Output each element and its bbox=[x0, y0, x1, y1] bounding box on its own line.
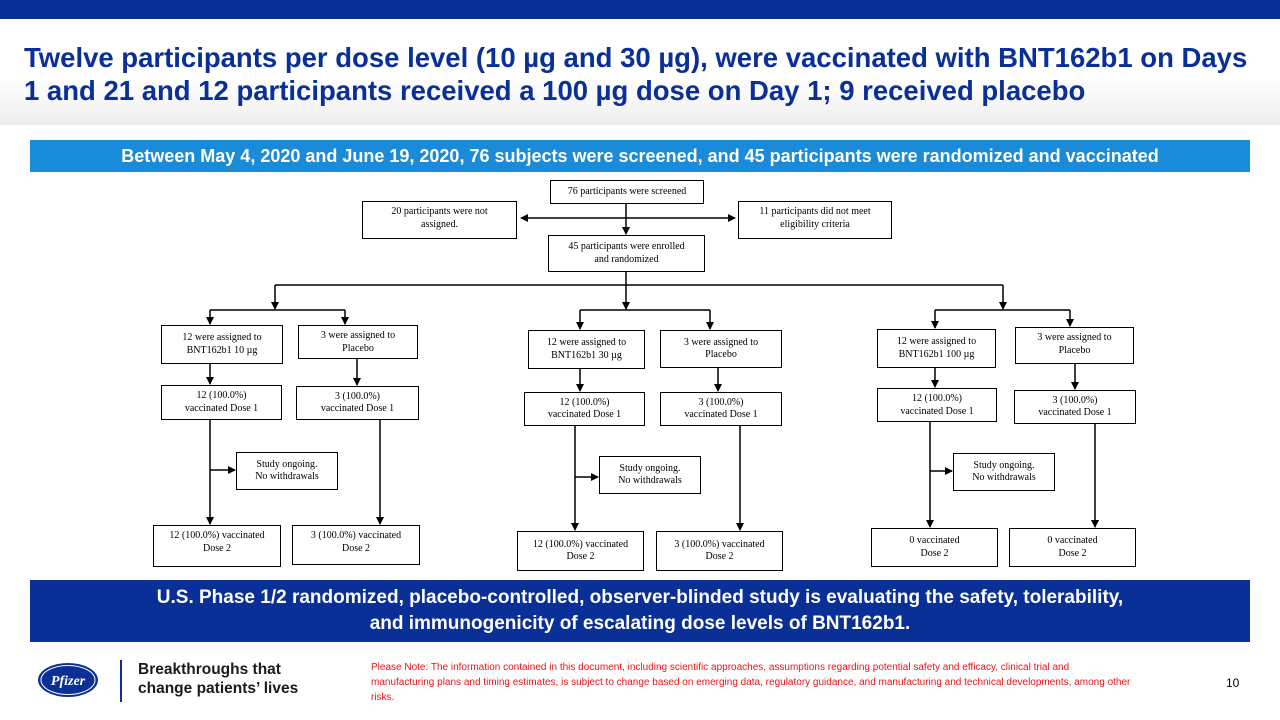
page-number: 10 bbox=[1226, 676, 1240, 690]
pfizer-logo bbox=[36, 660, 100, 700]
box-g1-status: Study ongoing. No withdrawals bbox=[236, 452, 338, 490]
box-g1-active-assigned: 12 were assigned to BNT162b1 10 µg bbox=[161, 325, 283, 364]
box-g3-placebo-assigned: 3 were assigned to Placebo bbox=[1015, 327, 1134, 364]
footer-divider bbox=[120, 660, 122, 702]
subtitle-bar: Between May 4, 2020 and June 19, 2020, 76 subjects were screened, and 45 participants were randomized and vaccinated bbox=[30, 140, 1250, 172]
svg-text:Pfizer: Pfizer bbox=[50, 674, 86, 689]
box-g1-active-dose1: 12 (100.0%) vaccinated Dose 1 bbox=[161, 385, 282, 420]
box-g2-active-dose2: 12 (100.0%) vaccinated Dose 2 bbox=[517, 531, 644, 571]
box-g1-placebo-assigned: 3 were assigned to Placebo bbox=[298, 325, 418, 359]
box-g2-active-assigned: 12 were assigned to BNT162b1 30 µg bbox=[528, 330, 645, 369]
box-g1-placebo-dose2: 3 (100.0%) vaccinated Dose 2 bbox=[292, 525, 420, 565]
disclaimer: Please Note: The information contained in this document, including scientific approaches, assumptions regarding potential safety and efficacy, clinical trial and manufacturing plans and timing estimates, is subject to change based on emerging data, regulatory guidance, and manufacturing and technical developments, among other risks. bbox=[371, 662, 1131, 703]
box-not-assigned: 20 participants were not assigned. bbox=[362, 201, 517, 239]
box-g2-placebo-assigned: 3 were assigned to Placebo bbox=[660, 330, 782, 368]
box-g3-placebo-dose1: 3 (100.0%) vaccinated Dose 1 bbox=[1014, 390, 1136, 424]
box-screened: 76 participants were screened bbox=[550, 180, 704, 204]
box-g3-active-dose1: 12 (100.0%) vaccinated Dose 1 bbox=[877, 388, 997, 422]
slide-title: Twelve participants per dose level (10 µg and 30 µg), were vaccinated with BNT162b1 on Days 1 and 21 and 12 participants received a 100 µg dose on Day 1; 9 received placebo bbox=[24, 42, 1248, 106]
box-g3-status: Study ongoing. No withdrawals bbox=[953, 453, 1055, 491]
box-g2-placebo-dose1: 3 (100.0%) vaccinated Dose 1 bbox=[660, 392, 782, 426]
box-g3-active-dose2: 0 vaccinated Dose 2 bbox=[871, 528, 998, 567]
box-g1-placebo-dose1: 3 (100.0%) vaccinated Dose 1 bbox=[296, 386, 419, 420]
box-g1-active-dose2: 12 (100.0%) vaccinated Dose 2 bbox=[153, 525, 281, 567]
box-g3-placebo-dose2: 0 vaccinated Dose 2 bbox=[1009, 528, 1136, 567]
box-g2-active-dose1: 12 (100.0%) vaccinated Dose 1 bbox=[524, 392, 645, 426]
box-g2-placebo-dose2: 3 (100.0%) vaccinated Dose 2 bbox=[656, 531, 783, 571]
tagline: Breakthroughs that change patients’ lives bbox=[138, 661, 299, 697]
box-enrolled: 45 participants were enrolled and randomized bbox=[548, 235, 705, 272]
box-not-eligible: 11 participants did not meet eligibility criteria bbox=[738, 201, 892, 239]
study-description-banner: U.S. Phase 1/2 randomized, placebo-controlled, observer-blinded study is evaluating the safety, tolerability, and immunogenicity of escalating dose levels of BNT162b1. bbox=[30, 580, 1250, 642]
box-g3-active-assigned: 12 were assigned to BNT162b1 100 µg bbox=[877, 329, 996, 368]
box-g2-status: Study ongoing. No withdrawals bbox=[599, 456, 701, 494]
